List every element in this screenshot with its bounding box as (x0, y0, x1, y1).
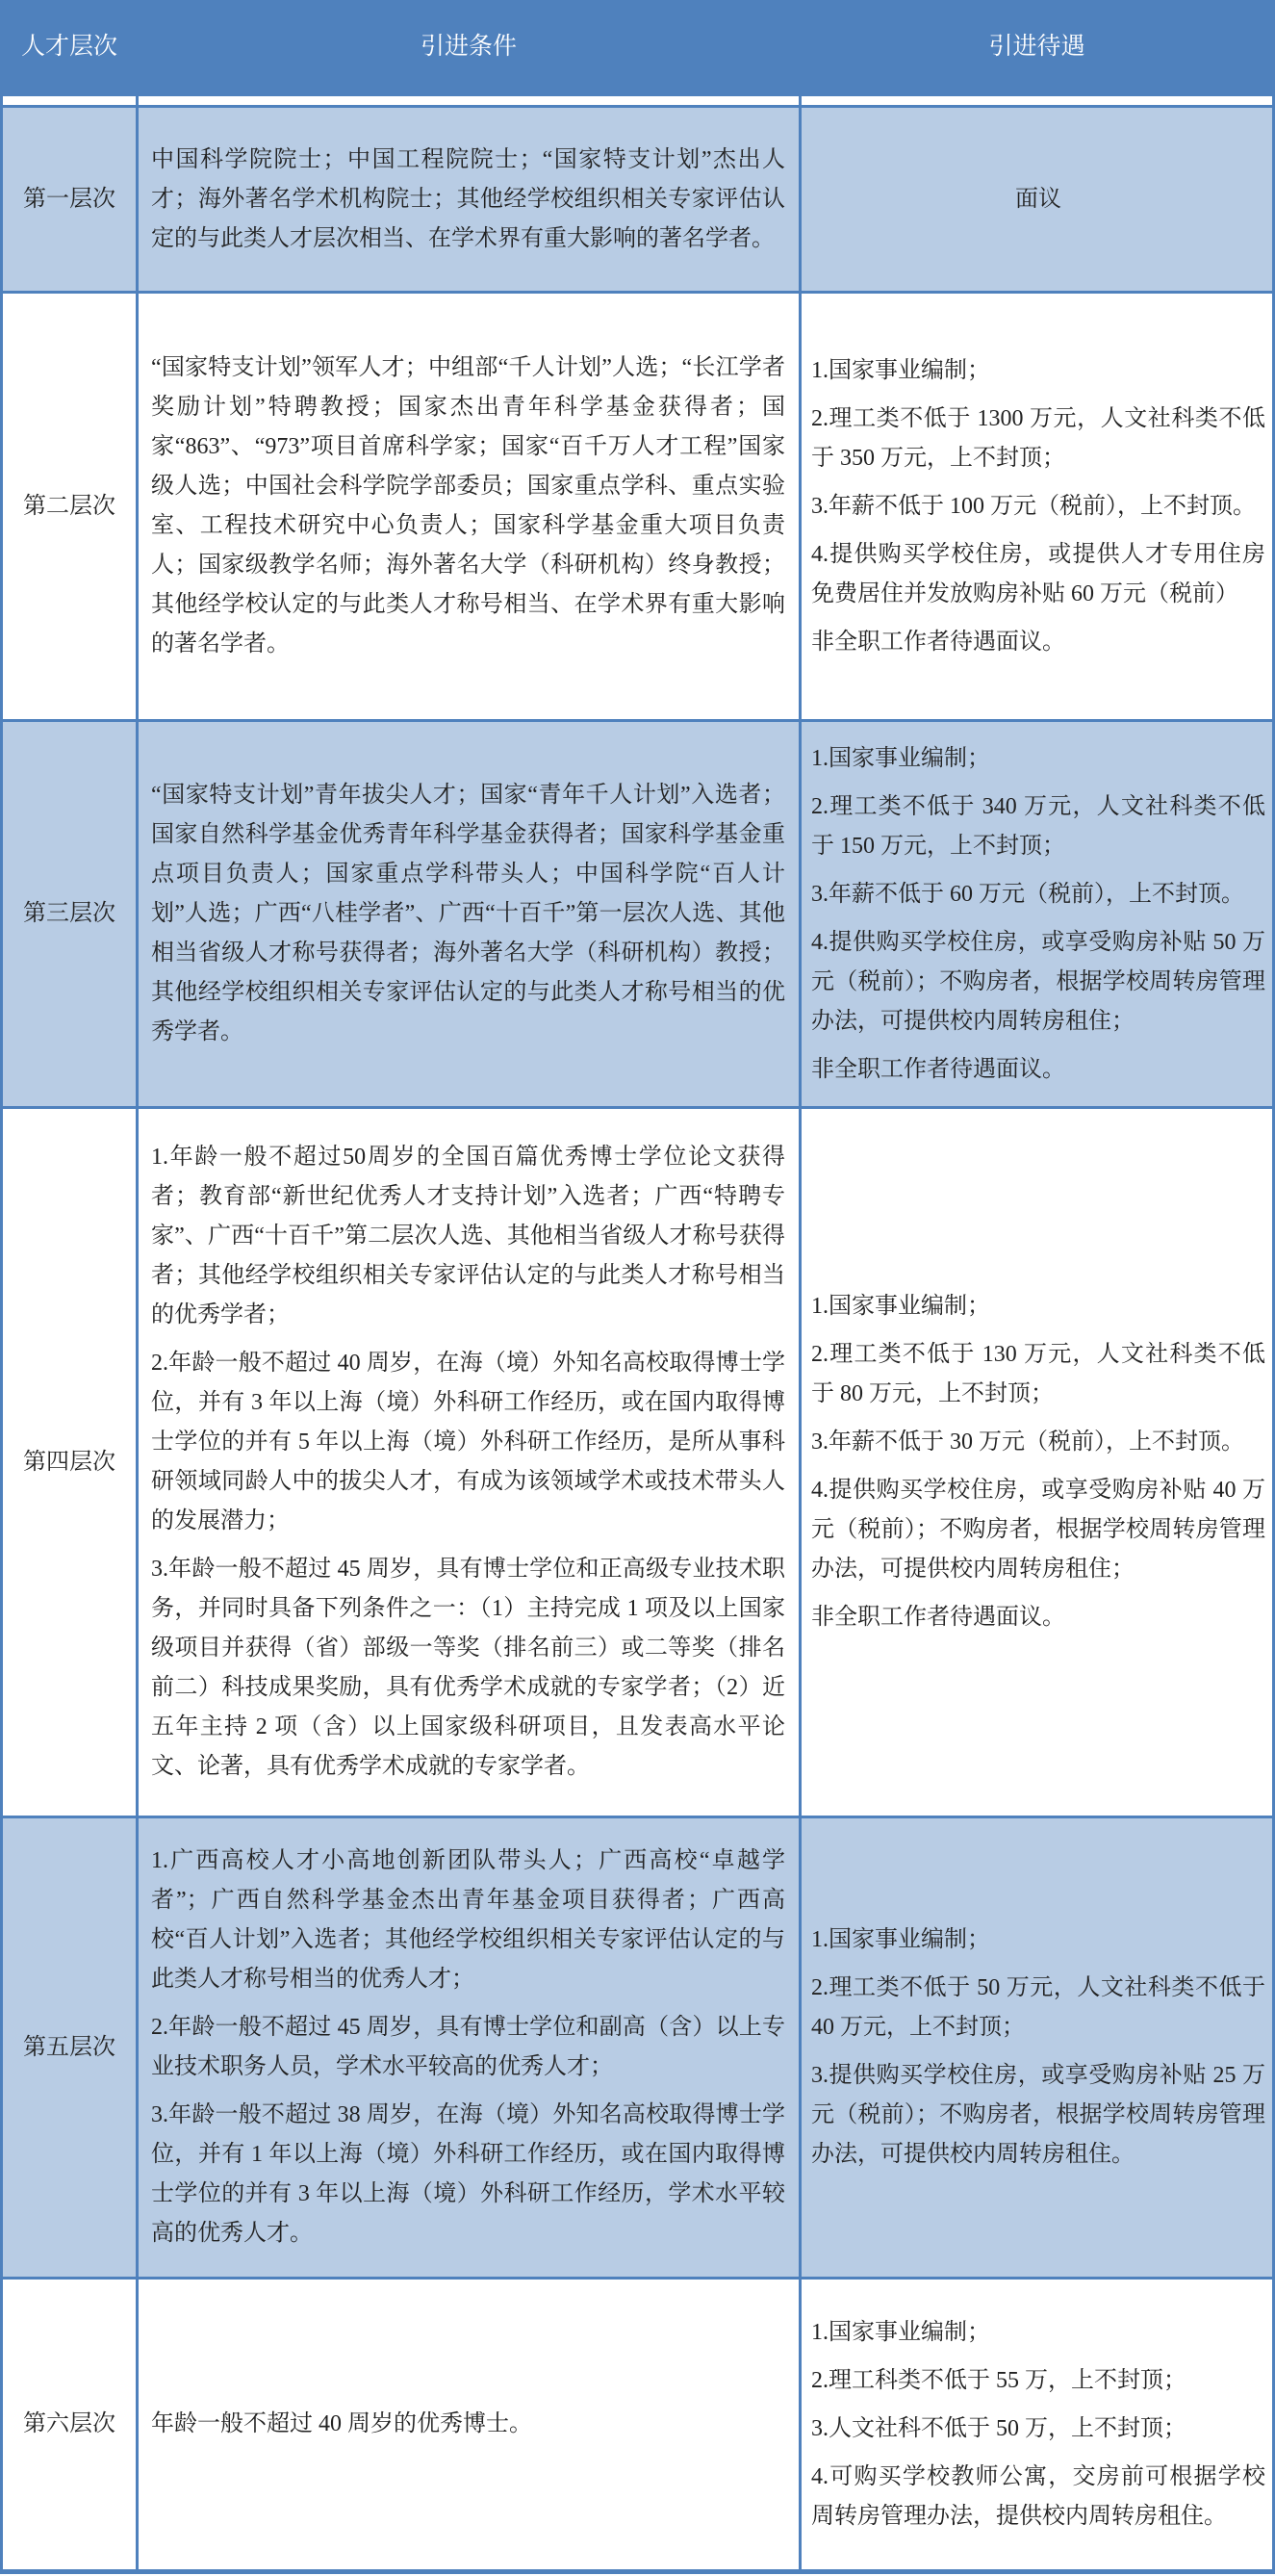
treatment-item: 面议 (1015, 186, 1061, 212)
tier-level-label: 第五层次 (23, 2034, 115, 2060)
condition-text: “国家特支计划”青年拔尖人才；国家“青年千人计划”入选者；国家自然科学基金优秀青年科学基金获得者；国家科学基金重点项目负责人；国家重点学科带头人；中国科学院“百人计划”人选；广西“八桂学者”、广西“十百千”第一层次人选、其他相当省级人才称号获得者；海外著名大学（科研机构）教授；其他经学校组织相关专家评估认定的与此类人才称号相当的优秀学者。 (151, 783, 785, 1044)
tier-level-label: 第六层次 (23, 2411, 115, 2436)
treatment-item: 4.可购买学校教师公寓，交房前可根据学校周转房管理办法，提供校内周转房租住。 (811, 2463, 1265, 2529)
treatment-item: 1.国家事业编制； (811, 357, 990, 383)
conditions-cell (139, 722, 799, 1106)
condition-text: 中国科学院院士；中国工程院院士；“国家特支计划”杰出人才；海外著名学术机构院士；其他经学校组织相关专家评估认定的与此类人才层次相当、在学术界有重大影响的著名学者。 (151, 146, 785, 251)
treatment-cell (802, 722, 1272, 1106)
treatment-item: 非全职工作者待遇面议。 (811, 629, 1065, 655)
conditions-cell (139, 294, 799, 719)
divider-cell (3, 96, 136, 105)
condition-text: 3.年龄一般不超过 45 周岁，具有博士学位和正高级专业技术职务，并同时具备下列条件之一：（1）主持完成 1 项及以上国家级项目并获得（省）部级一等奖（排名前三）或二等奖（排名前二）科技成果奖励，具有优秀学术成就的专家学者；（2）近五年主持 2 项（含）以上国家级科研项目，且发表高水平论文、论著，具有优秀学术成就的专家学者。 (151, 1557, 785, 1779)
header-level: 人才层次 (3, 0, 136, 93)
tier-level-label: 第三层次 (23, 901, 115, 926)
condition-text: “国家特支计划”领军人才；中组部“千人计划”人选；“长江学者奖励计划”特聘教授；国家杰出青年科学基金获得者；国家“863”、“973”项目首席科学家；国家“百千万人才工程”国家级人选；中国社会科学院学部委员；国家重点学科、重点实验室、工程技术研究中心负责人；国家科学基金重大项目负责人；国家级教学名师；海外著名大学（科研机构）终身教授；其他经学校认定的与此类人才称号相当、在学术界有重大影响的著名学者。 (151, 355, 785, 657)
header-conditions: 引进条件 (139, 0, 799, 93)
tier-level-cell (3, 1109, 136, 1816)
divider-cell (139, 96, 799, 105)
treatment-cell (802, 294, 1272, 719)
treatment-item: 1.国家事业编制； (811, 1294, 990, 1319)
condition-text: 年龄一般不超过 40 周岁的优秀博士。 (151, 2411, 532, 2436)
treatment-item: 2.理工类不低于 1300 万元，人文社科类不低于 350 万元，上不封顶； (811, 405, 1265, 471)
treatment-item: 2.理工类不低于 130 万元，人文社科类不低于 80 万元，上不封顶； (811, 1342, 1265, 1406)
treatment-cell (802, 108, 1272, 291)
treatment-item: 3.提供购买学校住房，或享受购房补贴 25 万元（税前）；不购房者，根据学校周转房管理办法，可提供校内周转房租住。 (811, 2063, 1265, 2167)
treatment-item: 4.提供购买学校住房，或提供人才专用住房免费居住并发放购房补贴 60 万元（税前） (811, 541, 1265, 606)
tier-level-cell (3, 2280, 136, 2569)
tier-level-cell (3, 294, 136, 719)
header-treatment: 引进待遇 (802, 0, 1272, 93)
treatment-item: 2.理工类不低于 50 万元，人文社科类不低于 40 万元，上不封顶； (811, 1975, 1265, 2040)
condition-text: 3.年龄一般不超过 38 周岁，在海（境）外知名高校取得博士学位，并有 1 年以上海（境）外科研工作经历，或在国内取得博士学位的并有 3 年以上海（境）外科研工作经历，学术水平较高的优秀人才。 (151, 2102, 785, 2246)
condition-text: 2.年龄一般不超过 40 周岁，在海（境）外知名高校取得博士学位，并有 3 年以上海（境）外科研工作经历，或在国内取得博士学位的并有 5 年以上海（境）外科研工作经历，是所从事科研领域同龄人中的拔尖人才，有成为该领域学术或技术带头人的发展潜力； (151, 1351, 785, 1533)
treatment-item: 1.国家事业编制； (811, 2319, 990, 2345)
treatment-item: 非全职工作者待遇面议。 (811, 1056, 1065, 1082)
conditions-cell (139, 1109, 799, 1816)
treatment-item: 3.年薪不低于 30 万元（税前），上不封顶。 (811, 1430, 1244, 1455)
treatment-item: 2.理工类不低于 340 万元，人文社科类不低于 150 万元，上不封顶； (811, 793, 1265, 859)
tier-level-label: 第四层次 (23, 1449, 115, 1475)
treatment-item: 3.年薪不低于 60 万元（税前），上不封顶。 (811, 881, 1244, 907)
treatment-item: 1.国家事业编制； (811, 745, 990, 771)
condition-text: 1.年龄一般不超过50周岁的全国百篇优秀博士学位论文获得者；教育部“新世纪优秀人才支持计划”入选者；广西“特聘专家”、广西“十百千”第二层次人选、其他相当省级人才称号获得者；其他经学校组织相关专家评估认定的与此类人才称号相当的优秀学者； (151, 1145, 785, 1327)
divider-cell (802, 96, 1272, 105)
conditions-cell (139, 2280, 799, 2569)
treatment-cell (802, 2280, 1272, 2569)
treatment-item: 3.人文社科不低于 50 万，上不封顶； (811, 2415, 1186, 2441)
treatment-cell (802, 1109, 1272, 1816)
tier-level-cell (3, 1818, 136, 2277)
conditions-cell (139, 1818, 799, 2277)
tier-level-label: 第二层次 (23, 493, 115, 519)
tier-level-label: 第一层次 (23, 186, 115, 212)
treatment-item: 4.提供购买学校住房，或享受购房补贴 50 万元（税前）；不购房者，根据学校周转房管理办法，可提供校内周转房租住； (811, 929, 1265, 1034)
treatment-item: 非全职工作者待遇面议。 (811, 1605, 1065, 1630)
tier-level-cell (3, 108, 136, 291)
tier-level-cell (3, 722, 136, 1106)
condition-text: 1.广西高校人才小高地创新团队带头人；广西高校“卓越学者”；广西自然科学基金杰出青年基金项目获得者；广西高校“百人计划”入选者；其他经学校组织相关专家评估认定的与此类人才称号相当的优秀人才； (151, 1848, 785, 1992)
treatment-cell (802, 1818, 1272, 2277)
condition-text: 2.年龄一般不超过 45 周岁，具有博士学位和副高（含）以上专业技术职务人员，学术水平较高的优秀人才； (151, 2015, 785, 2079)
conditions-cell (139, 108, 799, 291)
treatment-item: 2.理工科类不低于 55 万，上不封顶； (811, 2367, 1186, 2393)
treatment-item: 1.国家事业编制； (811, 1927, 990, 1952)
treatment-item: 3.年薪不低于 100 万元（税前），上不封顶。 (811, 493, 1256, 519)
treatment-item: 4.提供购买学校住房，或享受购房补贴 40 万元（税前）；不购房者，根据学校周转房管理办法，可提供校内周转房租住； (811, 1478, 1265, 1582)
